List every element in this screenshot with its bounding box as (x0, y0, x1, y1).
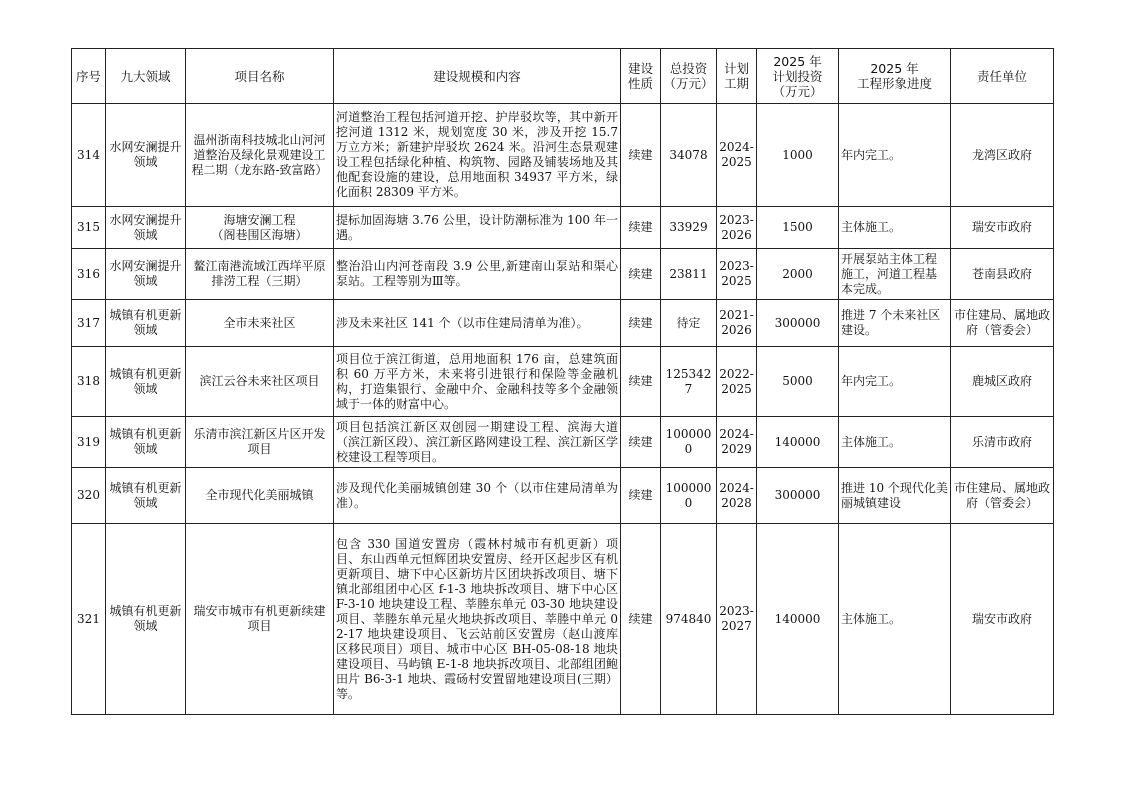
cell-plan: 5000 (757, 347, 839, 417)
cell-nature: 续建 (621, 249, 661, 300)
cell-progress: 推进 10 个现代化美丽城镇建设 (839, 468, 951, 524)
cell-nature: 续建 (621, 417, 661, 468)
cell-domain: 城镇有机更新领域 (106, 300, 186, 347)
cell-total: 23811 (661, 249, 717, 300)
table-row (72, 300, 1054, 347)
cell-content: 河道整治工程包括河道开挖、护岸驳坎等，其中新开挖河道 1312 米，规划宽度 30 米，涉及开挖 15.7 万立方米；新建护岸驳坎 2624 米。沿河生态景观建设工程包括绿化种植、构筑物、园路及铺装场地及其他配套设施的建设，总用地面积 34937 平方米，绿化面积 28309 平方米。 (334, 104, 621, 207)
cell-no: 320 (72, 468, 106, 524)
header-domain: 九大领域 (106, 49, 186, 104)
cell-total: 待定 (661, 300, 717, 347)
cell-unit: 苍南县政府 (951, 249, 1054, 300)
cell-nature: 续建 (621, 524, 661, 715)
cell-domain: 水网安澜提升领域 (106, 104, 186, 207)
table-row (72, 417, 1054, 468)
cell-domain: 水网安澜提升领域 (106, 249, 186, 300)
header-total: 总投资 （万元） (661, 49, 717, 104)
cell-period: 2021- 2026 (717, 300, 757, 347)
cell-no: 317 (72, 300, 106, 347)
cell-plan: 1500 (757, 207, 839, 249)
cell-unit: 瑞安市政府 (951, 207, 1054, 249)
cell-nature: 续建 (621, 347, 661, 417)
cell-name: 瑞安市城市有机更新续建项目 (186, 524, 334, 715)
cell-content: 包含 330 国道安置房（霞林村城市有机更新）项目、东山西单元恒辉团块安置房、经开区起步区有机更新项目、塘下中心区新坊片区团块拆改项目、塘下镇北部组团中心区 f-1-3 地块拆改项目、塘下中心区 F-3-10 地块建设工程、莘塍东单元 03-30 地块建设项目、莘塍东单元星火地块拆改项目、莘塍中单元 02-17 地块建设项目、飞云站前区安置房（赵山渡库区移民项目）项目、城市中心区 BH-05-08-18 地块建设项目、马屿镇 E-1-8 地块拆改项目、北部组团鲍田片 B6-3-1 地块、霞砀村安置留地建设项目(三期）等。 (334, 524, 621, 715)
table-row (72, 104, 1054, 207)
cell-unit: 市住建局、属地政府（管委会） (951, 468, 1054, 524)
cell-name: 鳌江南港流域江西垟平原排涝工程（三期） (186, 249, 334, 300)
cell-period: 2024- 2028 (717, 468, 757, 524)
cell-content: 整治沿山内河苍南段 3.9 公里,新建南山泵站和渠心泵站。工程等别为Ⅲ等。 (334, 249, 621, 300)
cell-total: 1000000 (661, 468, 717, 524)
cell-no: 315 (72, 207, 106, 249)
header-unit: 责任单位 (951, 49, 1054, 104)
cell-period: 2023- 2025 (717, 249, 757, 300)
cell-progress: 年内完工。 (839, 347, 951, 417)
cell-content: 涉及现代化美丽城镇创建 30 个（以市住建局清单为准）。 (334, 468, 621, 524)
cell-domain: 城镇有机更新领域 (106, 468, 186, 524)
cell-plan: 140000 (757, 524, 839, 715)
table-header-row (72, 49, 1054, 104)
cell-name: 海塘安澜工程 （阁巷围区海塘） (186, 207, 334, 249)
cell-name: 全市现代化美丽城镇 (186, 468, 334, 524)
cell-unit: 瑞安市政府 (951, 524, 1054, 715)
cell-content: 涉及未来社区 141 个（以市住建局清单为准）。 (334, 300, 621, 347)
project-table (71, 48, 1054, 715)
cell-unit: 鹿城区政府 (951, 347, 1054, 417)
cell-total: 1253427 (661, 347, 717, 417)
cell-period: 2023- 2027 (717, 524, 757, 715)
table-row (72, 524, 1054, 715)
cell-nature: 续建 (621, 468, 661, 524)
cell-plan: 1000 (757, 104, 839, 207)
cell-domain: 城镇有机更新领域 (106, 417, 186, 468)
cell-name: 滨江云谷未来社区项目 (186, 347, 334, 417)
cell-name: 全市未来社区 (186, 300, 334, 347)
cell-domain: 水网安澜提升领域 (106, 207, 186, 249)
cell-nature: 续建 (621, 104, 661, 207)
table-row (72, 468, 1054, 524)
cell-period: 2022- 2025 (717, 347, 757, 417)
cell-no: 314 (72, 104, 106, 207)
header-period: 计划 工期 (717, 49, 757, 104)
cell-plan: 300000 (757, 468, 839, 524)
cell-nature: 续建 (621, 207, 661, 249)
cell-no: 319 (72, 417, 106, 468)
cell-plan: 140000 (757, 417, 839, 468)
table-body (72, 104, 1054, 715)
header-nature: 建设 性质 (621, 49, 661, 104)
cell-name: 乐清市滨江新区片区开发项目 (186, 417, 334, 468)
cell-no: 316 (72, 249, 106, 300)
table-row (72, 347, 1054, 417)
header-progress: 2025 年 工程形象进度 (839, 49, 951, 104)
cell-plan: 300000 (757, 300, 839, 347)
cell-progress: 主体施工。 (839, 207, 951, 249)
header-no: 序号 (72, 49, 106, 104)
cell-period: 2024- 2029 (717, 417, 757, 468)
cell-domain: 城镇有机更新领域 (106, 347, 186, 417)
cell-unit: 乐清市政府 (951, 417, 1054, 468)
cell-total: 33929 (661, 207, 717, 249)
cell-domain: 城镇有机更新领域 (106, 524, 186, 715)
cell-progress: 开展泵站主体工程施工，河道工程基本完成。 (839, 249, 951, 300)
cell-content: 项目位于滨江街道，总用地面积 176 亩，总建筑面积 60 万平方米，未来将引进银行和保险等金融机构，打造集银行、金融中介、金融科技等多个金融领域于一体的财富中心。 (334, 347, 621, 417)
header-plan: 2025 年 计划投资 （万元） (757, 49, 839, 104)
cell-progress: 年内完工。 (839, 104, 951, 207)
cell-content: 提标加固海塘 3.76 公里，设计防潮标准为 100 年一遇。 (334, 207, 621, 249)
cell-nature: 续建 (621, 300, 661, 347)
cell-unit: 市住建局、属地政府（管委会） (951, 300, 1054, 347)
cell-no: 318 (72, 347, 106, 417)
header-content: 建设规模和内容 (334, 49, 621, 104)
cell-progress: 推进 7 个未来社区建设。 (839, 300, 951, 347)
header-name: 项目名称 (186, 49, 334, 104)
cell-period: 2024- 2025 (717, 104, 757, 207)
cell-content: 项目包括滨江新区双创园一期建设工程、滨海大道（滨江新区段）、滨江新区路网建设工程、滨江新区学校建设工程等项目。 (334, 417, 621, 468)
cell-progress: 主体施工。 (839, 524, 951, 715)
cell-period: 2023- 2026 (717, 207, 757, 249)
table-row (72, 207, 1054, 249)
cell-progress: 主体施工。 (839, 417, 951, 468)
cell-name: 温州浙南科技城北山河河道整治及绿化景观建设工程二期（龙东路-致富路） (186, 104, 334, 207)
cell-plan: 2000 (757, 249, 839, 300)
cell-total: 974840 (661, 524, 717, 715)
cell-unit: 龙湾区政府 (951, 104, 1054, 207)
table-row (72, 249, 1054, 300)
cell-no: 321 (72, 524, 106, 715)
cell-total: 34078 (661, 104, 717, 207)
cell-total: 1000000 (661, 417, 717, 468)
